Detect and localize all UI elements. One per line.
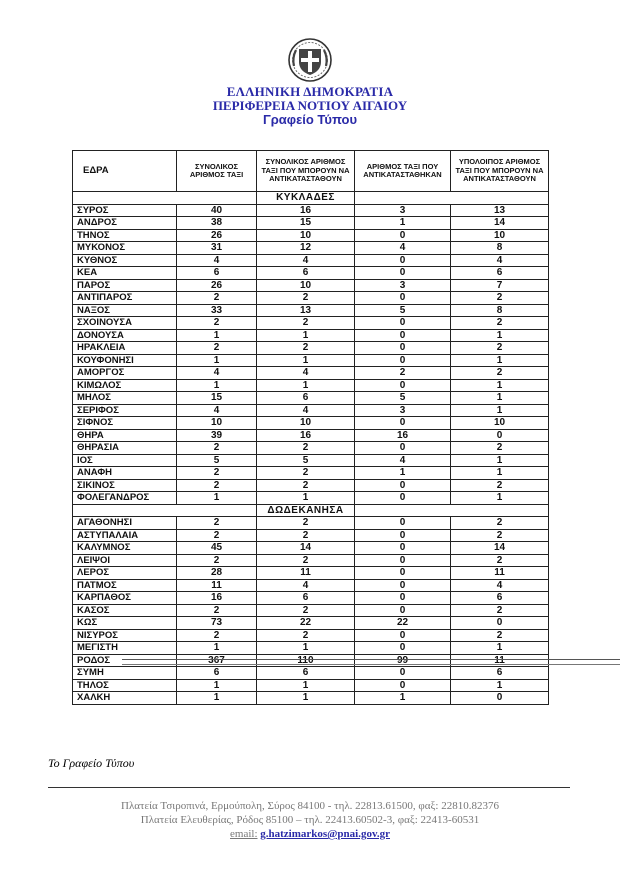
- value-cell: 2: [257, 467, 355, 480]
- value-cell: 0: [355, 417, 451, 430]
- seat-name-cell: ΗΡΑΚΛΕΙΑ: [73, 342, 177, 355]
- seat-name-cell: ΙΟΣ: [73, 454, 177, 467]
- footer-address-rhodes: Πλατεία Ελευθερίας, Ρόδος 85100 – τηλ. 22413.60502-3, φαξ: 22413-60531: [140, 814, 480, 826]
- value-cell: 367: [177, 654, 257, 667]
- table-row: [73, 479, 549, 492]
- value-cell: 0: [355, 292, 451, 305]
- table-row: [73, 379, 549, 392]
- value-cell: 1: [257, 329, 355, 342]
- value-cell: 2: [177, 467, 257, 480]
- value-cell: 22: [355, 617, 451, 630]
- value-cell: 33: [177, 304, 257, 317]
- value-cell: 2: [257, 292, 355, 305]
- seat-name-cell: ΧΑΛΚΗ: [73, 692, 177, 705]
- table-row: [73, 279, 549, 292]
- section-title: ΚΥΚΛΑΔΕΣ: [257, 192, 355, 205]
- value-cell: 1: [451, 354, 549, 367]
- value-cell: 0: [355, 604, 451, 617]
- value-cell: 2: [451, 554, 549, 567]
- value-cell: 0: [355, 667, 451, 680]
- section-blank-cell: [355, 504, 549, 517]
- seat-name-cell: ΜΕΓΙΣΤΗ: [73, 642, 177, 655]
- table-row: [73, 667, 549, 680]
- seat-name-cell: ΡΟΔΟΣ: [73, 654, 177, 667]
- value-cell: 22: [257, 617, 355, 630]
- value-cell: 2: [451, 479, 549, 492]
- value-cell: 0: [355, 329, 451, 342]
- value-cell: 7: [451, 279, 549, 292]
- value-cell: 10: [451, 229, 549, 242]
- seat-name-cell: ΤΗΝΟΣ: [73, 229, 177, 242]
- value-cell: 13: [257, 304, 355, 317]
- value-cell: 0: [355, 442, 451, 455]
- value-cell: 28: [177, 567, 257, 580]
- value-cell: 0: [355, 592, 451, 605]
- value-cell: 0: [355, 679, 451, 692]
- table-row: [73, 679, 549, 692]
- seat-name-cell: ΑΓΑΘΟΝΗΣΙ: [73, 517, 177, 530]
- seat-name-cell: ΔΟΝΟΥΣΑ: [73, 329, 177, 342]
- value-cell: 0: [355, 342, 451, 355]
- table-row: [73, 354, 549, 367]
- value-cell: 2: [177, 517, 257, 530]
- value-cell: 1: [451, 329, 549, 342]
- seat-name-cell: ΦΟΛΕΓΑΝΔΡΟΣ: [73, 492, 177, 505]
- seat-name-cell: ΜΗΛΟΣ: [73, 392, 177, 405]
- signature-text: Το Γραφείο Τύπου: [48, 756, 135, 770]
- table-row: [73, 492, 549, 505]
- value-cell: 2: [451, 529, 549, 542]
- value-cell: 6: [451, 267, 549, 280]
- table-row: [73, 229, 549, 242]
- table-row: [73, 254, 549, 267]
- value-cell: 0: [355, 529, 451, 542]
- table-row: [73, 454, 549, 467]
- seat-name-cell: ΝΙΣΥΡΟΣ: [73, 629, 177, 642]
- value-cell: 2: [257, 317, 355, 330]
- value-cell: 39: [177, 429, 257, 442]
- seat-name-cell: ΣΧΟΙΝΟΥΣΑ: [73, 317, 177, 330]
- value-cell: 0: [355, 354, 451, 367]
- seat-name-cell: ΠΑΡΟΣ: [73, 279, 177, 292]
- value-cell: 40: [177, 204, 257, 217]
- footer-divider: [48, 787, 570, 788]
- value-cell: 4: [451, 579, 549, 592]
- seat-name-cell: ΣΥΡΟΣ: [73, 204, 177, 217]
- table-row: [73, 204, 549, 217]
- value-cell: 11: [257, 567, 355, 580]
- table-row: [73, 404, 549, 417]
- value-cell: 5: [177, 454, 257, 467]
- value-cell: 16: [355, 429, 451, 442]
- value-cell: 12: [257, 242, 355, 255]
- col-header-replaced: ΑΡΙΘΜΟΣ ΤΑΞΙ ΠΟΥ ΑΝΤΙΚΑΤΑΣΤΑΘΗΚΑΝ: [355, 151, 451, 192]
- value-cell: 16: [257, 204, 355, 217]
- value-cell: 10: [451, 417, 549, 430]
- value-cell: 26: [177, 279, 257, 292]
- email-label: email:: [230, 828, 258, 840]
- section-row: [73, 192, 549, 205]
- value-cell: 2: [177, 629, 257, 642]
- value-cell: 1: [451, 379, 549, 392]
- value-cell: 0: [355, 517, 451, 530]
- value-cell: 1: [177, 692, 257, 705]
- value-cell: 2: [257, 629, 355, 642]
- value-cell: 2: [257, 342, 355, 355]
- seat-name-cell: ΑΝΑΦΗ: [73, 467, 177, 480]
- value-cell: 2: [257, 479, 355, 492]
- value-cell: 2: [451, 367, 549, 380]
- table-row: [73, 417, 549, 430]
- value-cell: 2: [177, 604, 257, 617]
- value-cell: 0: [355, 267, 451, 280]
- value-cell: 10: [257, 417, 355, 430]
- value-cell: 0: [355, 254, 451, 267]
- value-cell: 0: [451, 692, 549, 705]
- footer-address-syros: Πλατεία Τσιροπινά, Ερμούπολη, Σύρος 84100 - τηλ. 22813.61500, φαξ: 22810.82376: [121, 800, 499, 812]
- value-cell: 2: [177, 479, 257, 492]
- value-cell: 2: [177, 342, 257, 355]
- value-cell: 14: [451, 542, 549, 555]
- taxi-table: [72, 150, 549, 705]
- value-cell: 0: [355, 317, 451, 330]
- seat-name-cell: ΚΕΑ: [73, 267, 177, 280]
- value-cell: 0: [451, 429, 549, 442]
- value-cell: 2: [451, 442, 549, 455]
- value-cell: 6: [257, 667, 355, 680]
- value-cell: 45: [177, 542, 257, 555]
- table-row: [73, 692, 549, 705]
- value-cell: 11: [177, 579, 257, 592]
- value-cell: 15: [177, 392, 257, 405]
- value-cell: 1: [177, 379, 257, 392]
- table-row: [73, 292, 549, 305]
- value-cell: 1: [177, 329, 257, 342]
- value-cell: 4: [257, 404, 355, 417]
- seat-name-cell: ΚΑΛΥΜΝΟΣ: [73, 542, 177, 555]
- table-row: [73, 392, 549, 405]
- value-cell: 1: [451, 467, 549, 480]
- section-row: [73, 504, 549, 517]
- value-cell: 2: [257, 517, 355, 530]
- table-row: [73, 329, 549, 342]
- value-cell: 2: [355, 367, 451, 380]
- value-cell: 3: [355, 404, 451, 417]
- value-cell: 99: [355, 654, 451, 667]
- value-cell: 11: [451, 654, 549, 667]
- value-cell: 1: [257, 492, 355, 505]
- value-cell: 1: [451, 404, 549, 417]
- value-cell: 1: [177, 642, 257, 655]
- value-cell: 0: [355, 554, 451, 567]
- value-cell: 4: [177, 404, 257, 417]
- table-header-row: [73, 151, 549, 192]
- table-row: [73, 617, 549, 630]
- torn-edge-divider: [122, 659, 620, 665]
- header-country: ΕΛΛΗΝΙΚΗ ΔΗΜΟΚΡΑΤΙΑ: [226, 84, 394, 99]
- table-row: [73, 567, 549, 580]
- value-cell: 2: [451, 317, 549, 330]
- table-row: [73, 267, 549, 280]
- value-cell: 2: [177, 554, 257, 567]
- table-row: [73, 367, 549, 380]
- value-cell: 38: [177, 217, 257, 230]
- seat-name-cell: ΣΕΡΙΦΟΣ: [73, 404, 177, 417]
- table-row: [73, 217, 549, 230]
- value-cell: 4: [355, 242, 451, 255]
- seat-name-cell: ΑΜΟΡΓΟΣ: [73, 367, 177, 380]
- seat-name-cell: ΛΕΙΨΟΙ: [73, 554, 177, 567]
- value-cell: 1: [177, 492, 257, 505]
- scanned-taxi-table: [72, 150, 548, 738]
- value-cell: 3: [355, 204, 451, 217]
- seat-name-cell: ΚΩΣ: [73, 617, 177, 630]
- value-cell: 6: [257, 267, 355, 280]
- seat-name-cell: ΣΙΦΝΟΣ: [73, 417, 177, 430]
- value-cell: 15: [257, 217, 355, 230]
- value-cell: 6: [177, 667, 257, 680]
- value-cell: 1: [177, 354, 257, 367]
- footer-email: [0, 828, 620, 840]
- value-cell: 73: [177, 617, 257, 630]
- section-blank-cell: [73, 192, 257, 205]
- value-cell: 0: [355, 579, 451, 592]
- seat-name-cell: ΝΑΞΟΣ: [73, 304, 177, 317]
- seat-name-cell: ΚΑΣΟΣ: [73, 604, 177, 617]
- value-cell: 2: [177, 442, 257, 455]
- email-link[interactable]: g.hatzimarkos@pnai.gov.gr: [260, 828, 390, 840]
- table-row: [73, 604, 549, 617]
- value-cell: 1: [451, 492, 549, 505]
- value-cell: 8: [451, 304, 549, 317]
- value-cell: 2: [177, 292, 257, 305]
- value-cell: 0: [355, 229, 451, 242]
- seat-name-cell: ΚΙΜΩΛΟΣ: [73, 379, 177, 392]
- value-cell: 10: [177, 417, 257, 430]
- value-cell: 0: [355, 629, 451, 642]
- value-cell: 5: [257, 454, 355, 467]
- table-row: [73, 579, 549, 592]
- table-row: [73, 442, 549, 455]
- header-office: Γραφείο Τύπου: [262, 112, 358, 127]
- value-cell: 4: [451, 254, 549, 267]
- value-cell: 6: [257, 392, 355, 405]
- value-cell: 4: [177, 254, 257, 267]
- seat-name-cell: ΑΝΤΙΠΑΡΟΣ: [73, 292, 177, 305]
- table-row: [73, 304, 549, 317]
- value-cell: 2: [451, 604, 549, 617]
- value-cell: 1: [451, 392, 549, 405]
- value-cell: 31: [177, 242, 257, 255]
- col-header-remaining: ΥΠΟΛΟΙΠΟΣ ΑΡΙΘΜΟΣ ΤΑΞΙ ΠΟΥ ΜΠΟΡΟΥΝ ΝΑ ΑΝΤΙΚΑΤΑΣΤΑΘΟΥΝ: [451, 151, 549, 192]
- value-cell: 0: [451, 617, 549, 630]
- value-cell: 2: [451, 629, 549, 642]
- value-cell: 6: [257, 592, 355, 605]
- value-cell: 2: [177, 317, 257, 330]
- value-cell: 6: [451, 667, 549, 680]
- value-cell: 6: [177, 267, 257, 280]
- col-header-seat: ΕΔΡΑ: [73, 151, 177, 192]
- section-blank-cell: [355, 192, 549, 205]
- col-header-replaceable: ΣΥΝΟΛΙΚΟΣ ΑΡΙΘΜΟΣ ΤΑΞΙ ΠΟΥ ΜΠΟΡΟΥΝ ΝΑ ΑΝΤΙΚΑΤΑΣΤΑΘΟΥΝ: [257, 151, 355, 192]
- seat-name-cell: ΠΑΤΜΟΣ: [73, 579, 177, 592]
- seat-name-cell: ΣΥΜΗ: [73, 667, 177, 680]
- seat-name-cell: ΑΣΤΥΠΑΛΑΙΑ: [73, 529, 177, 542]
- value-cell: 1: [451, 679, 549, 692]
- seat-name-cell: ΑΝΔΡΟΣ: [73, 217, 177, 230]
- value-cell: 1: [257, 679, 355, 692]
- value-cell: 2: [257, 604, 355, 617]
- value-cell: 6: [451, 592, 549, 605]
- value-cell: 0: [355, 492, 451, 505]
- value-cell: 3: [355, 279, 451, 292]
- value-cell: 11: [451, 567, 549, 580]
- table-row: [73, 629, 549, 642]
- value-cell: 1: [355, 692, 451, 705]
- value-cell: 0: [355, 542, 451, 555]
- seat-name-cell: ΚΟΥΦΟΝΗΣΙ: [73, 354, 177, 367]
- value-cell: 16: [177, 592, 257, 605]
- seat-name-cell: ΛΕΡΟΣ: [73, 567, 177, 580]
- section-blank-cell: [73, 504, 257, 517]
- value-cell: 1: [257, 642, 355, 655]
- table-row: [73, 467, 549, 480]
- value-cell: 10: [257, 279, 355, 292]
- table-row: [73, 529, 549, 542]
- seat-name-cell: ΚΑΡΠΑΘΟΣ: [73, 592, 177, 605]
- table-row: [73, 242, 549, 255]
- value-cell: 2: [257, 529, 355, 542]
- value-cell: 2: [177, 529, 257, 542]
- value-cell: 14: [451, 217, 549, 230]
- header-region: ΠΕΡΙΦΕΡΕΙΑ ΝΟΤΙΟΥ ΑΙΓΑΙΟΥ: [212, 98, 408, 113]
- value-cell: 5: [355, 304, 451, 317]
- seat-name-cell: ΣΙΚΙΝΟΣ: [73, 479, 177, 492]
- value-cell: 4: [177, 367, 257, 380]
- table-row: [73, 342, 549, 355]
- section-title: ΔΩΔΕΚΑΝΗΣΑ: [257, 504, 355, 517]
- value-cell: 2: [451, 292, 549, 305]
- value-cell: 0: [355, 379, 451, 392]
- value-cell: 4: [257, 254, 355, 267]
- value-cell: 8: [451, 242, 549, 255]
- table-row: [73, 317, 549, 330]
- value-cell: 0: [355, 567, 451, 580]
- value-cell: 1: [355, 467, 451, 480]
- seat-name-cell: ΚΥΘΝΟΣ: [73, 254, 177, 267]
- value-cell: 10: [257, 229, 355, 242]
- value-cell: 1: [177, 679, 257, 692]
- table-row: [73, 517, 549, 530]
- greek-coat-of-arms-icon: [286, 36, 334, 84]
- table-row: [73, 429, 549, 442]
- value-cell: 1: [451, 642, 549, 655]
- value-cell: 1: [257, 692, 355, 705]
- seat-name-cell: ΘΗΡΑ: [73, 429, 177, 442]
- value-cell: 26: [177, 229, 257, 242]
- table-row: [73, 592, 549, 605]
- seat-name-cell: ΘΗΡΑΣΙΑ: [73, 442, 177, 455]
- table-row: [73, 554, 549, 567]
- value-cell: 110: [257, 654, 355, 667]
- value-cell: 0: [355, 479, 451, 492]
- value-cell: 1: [257, 354, 355, 367]
- value-cell: 2: [451, 517, 549, 530]
- value-cell: 4: [257, 579, 355, 592]
- seat-name-cell: ΜΥΚΟΝΟΣ: [73, 242, 177, 255]
- seat-name-cell: ΤΗΛΟΣ: [73, 679, 177, 692]
- value-cell: 5: [355, 392, 451, 405]
- value-cell: 0: [355, 642, 451, 655]
- table-row: [73, 642, 549, 655]
- value-cell: 4: [257, 367, 355, 380]
- value-cell: 14: [257, 542, 355, 555]
- table-row: [73, 542, 549, 555]
- value-cell: 13: [451, 204, 549, 217]
- value-cell: 1: [451, 454, 549, 467]
- value-cell: 1: [257, 379, 355, 392]
- value-cell: 16: [257, 429, 355, 442]
- value-cell: 2: [257, 554, 355, 567]
- col-header-total: ΣΥΝΟΛΙΚΟΣ ΑΡΙΘΜΟΣ ΤΑΞΙ: [177, 151, 257, 192]
- value-cell: 2: [451, 342, 549, 355]
- value-cell: 2: [257, 442, 355, 455]
- value-cell: 1: [355, 217, 451, 230]
- value-cell: 4: [355, 454, 451, 467]
